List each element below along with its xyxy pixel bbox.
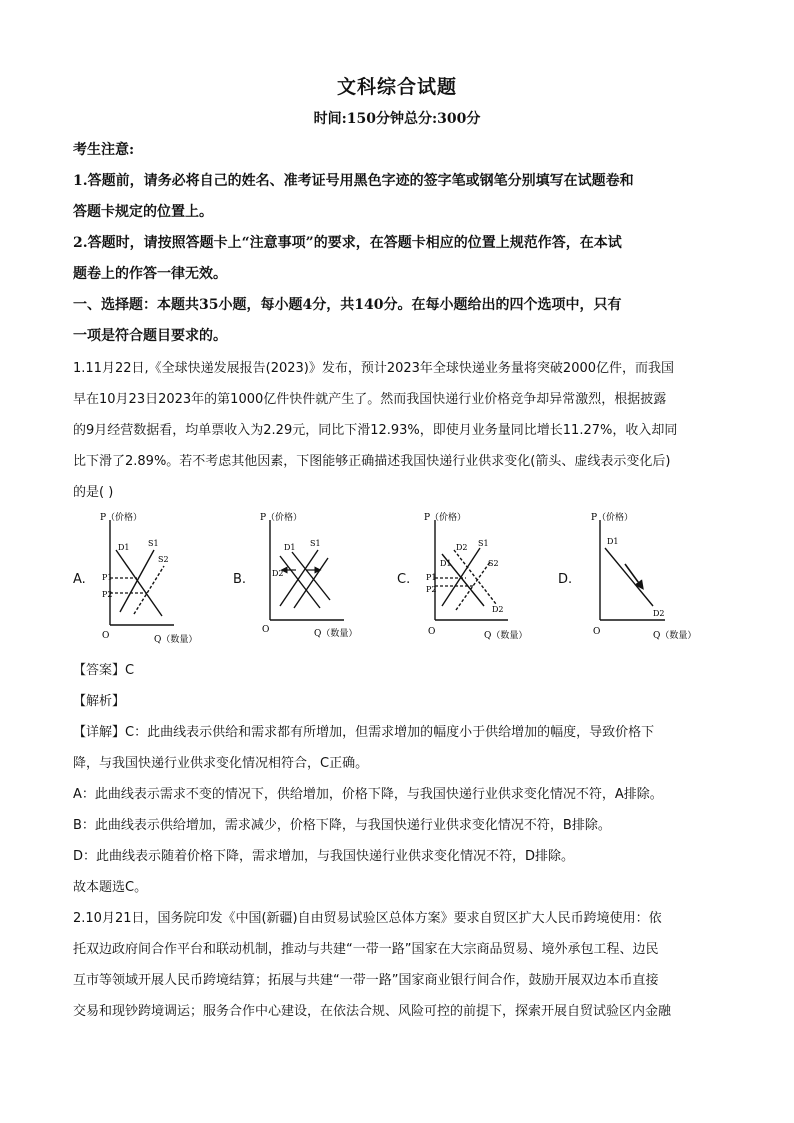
analysis-d: D：此曲线表示随着价格下降，需求增加，与我国快递行业供求变化情况不符，D排除。 — [73, 849, 575, 864]
detail-text-1: C：此曲线表示供给和需求都有所增加，但需求增加的幅度小于供给增加的幅度，导致价格下 — [125, 725, 655, 740]
graph-d-curve-d1: D1 — [607, 537, 619, 546]
q1-line-4: 比下滑了2.89%。若不考虑其他因素，下图能够正确描述我国快递行业供求变化(箭头、虚线表示变化后) — [73, 454, 671, 469]
graph-b — [258, 508, 368, 646]
graph-a-x-axis: Q（数量） — [154, 635, 198, 645]
analysis-a: A：此曲线表示需求不变的情况下，供给增加，价格下降，与我国快递行业供求变化情况不符，A排除。 — [73, 787, 663, 802]
option-a-label: A. — [73, 572, 86, 587]
analysis-tag: 【解析】 — [73, 694, 126, 709]
graph-c-x-axis: Q（数量） — [484, 631, 528, 641]
q1-line-5: 的是( ) — [73, 485, 114, 500]
answer-line — [73, 655, 723, 686]
graph-b-curve-d2: D2 — [272, 569, 284, 578]
question-1 — [73, 353, 723, 508]
notice-block — [73, 135, 723, 352]
question-2 — [73, 903, 723, 1027]
graph-c-origin: O — [428, 627, 436, 637]
answer-value: C — [125, 663, 135, 678]
graph-c-curve-s2: S2 — [488, 559, 499, 568]
graph-b-curve-d1: D1 — [284, 543, 296, 552]
graph-a-curve-d1: D1 — [118, 543, 130, 552]
q1-line-1: 1.11月22日,《全球快递发展报告(2023)》发布，预计2023年全球快递业务量将突破2000亿件，而我国 — [73, 361, 675, 376]
graph-c-price-p2: P2 — [426, 585, 437, 594]
graph-c-curve-s1: S1 — [478, 539, 489, 548]
answer-block — [73, 655, 723, 903]
q2-line-1: 2.10月21日，国务院印发《中国(新疆)自由贸易试验区总体方案》要求自贸区扩大人民币跨境使用：依 — [73, 911, 662, 926]
graph-c-curve-d1: D1 — [440, 559, 452, 568]
notice-item-1: 1.答题前，请务必将自己的姓名、准考证号用黑色字迹的签字笔或钢笔分别填写在试题卷和 — [73, 173, 634, 189]
conclusion: 故本题选C。 — [73, 880, 148, 895]
graph-c-price-p1: P1 — [426, 573, 437, 582]
notice-item-1-cont: 答题卡规定的位置上。 — [73, 204, 213, 220]
graph-a-curve-s1: S1 — [148, 539, 159, 548]
detail-line-1 — [73, 717, 723, 748]
section-heading: 一、选择题：本题共35小题，每小题4分，共140分。在每小题给出的四个选项中，只有 — [73, 297, 622, 313]
section-heading-cont: 一项是符合题目要求的。 — [73, 328, 227, 344]
option-b-label: B. — [233, 572, 247, 587]
option-c-label: C. — [397, 572, 411, 587]
q2-line-3: 互市等领域开展人民币跨境结算；拓展与共建“一带一路”国家商业银行间合作，鼓励开展双边本币直接 — [73, 973, 659, 988]
graph-d-origin: O — [593, 627, 601, 637]
page-title: 文科综合试题 — [336, 76, 457, 98]
graph-b-origin: O — [262, 625, 270, 635]
graph-a-price-p1: P1 — [102, 573, 113, 582]
notice-item-2: 2.答题时，请按照答题卡上“注意事项”的要求，在答题卡相应的位置上规范作答，在本试 — [73, 235, 622, 251]
page-subtitle: 时间:150分钟总分:300分 — [313, 111, 481, 127]
graph-a-curve-s2: S2 — [158, 555, 169, 564]
analysis-b: B：此曲线表示供给增加，需求减少，价格下降，与我国快递行业供求变化情况不符，B排除。 — [73, 818, 611, 833]
detail-tag: 【详解】 — [73, 725, 126, 740]
graph-d-x-axis: Q（数量） — [653, 631, 697, 641]
notice-item-2-cont: 题卷上的作答一律无效。 — [73, 266, 227, 282]
q1-line-3: 的9月经营数据看，均单票收入为2.29元，同比下滑12.93%，即使月业务量同比增长11.27%，收入却同 — [73, 423, 678, 438]
graph-a-y-axis: P（价格） — [100, 513, 143, 523]
notice-heading: 考生注意: — [73, 142, 135, 158]
graph-b-curve-s1: S1 — [310, 539, 321, 548]
graph-c-curve-d2-bottom: D2 — [492, 605, 504, 614]
graph-c — [420, 508, 532, 646]
q2-line-2: 托双边政府间合作平台和联动机制，推动与共建“一带一路”国家在大宗商品贸易、境外承包工程、边民 — [73, 942, 659, 957]
answer-tag: 【答案】 — [73, 663, 126, 678]
detail-line-2: 降，与我国快递行业供求变化情况相符合，C正确。 — [73, 756, 369, 771]
graph-a — [92, 508, 202, 646]
q1-line-2: 早在10月23日2023年的第1000亿件快件就产生了。然而我国快递行业价格竞争却异常激烈，根据披露 — [73, 392, 667, 407]
graph-a-price-p2: P2 — [102, 590, 113, 599]
graph-d-y-axis: P（价格） — [591, 513, 634, 523]
graph-b-x-axis: Q（数量） — [314, 629, 358, 639]
q2-line-4: 交易和现钞跨境调运；服务合作中心建设，在依法合规、风险可控的前提下，探索开展自贸试验区内金融 — [73, 1004, 672, 1019]
graph-c-curve-d2-top: D2 — [456, 543, 468, 552]
graph-c-y-axis: P（价格） — [424, 513, 467, 523]
graph-b-y-axis: P（价格） — [260, 513, 303, 523]
graph-d-curve-d2: D2 — [653, 609, 665, 618]
graph-a-origin: O — [102, 631, 110, 641]
option-d-label: D. — [558, 572, 573, 587]
graph-d — [585, 508, 697, 646]
